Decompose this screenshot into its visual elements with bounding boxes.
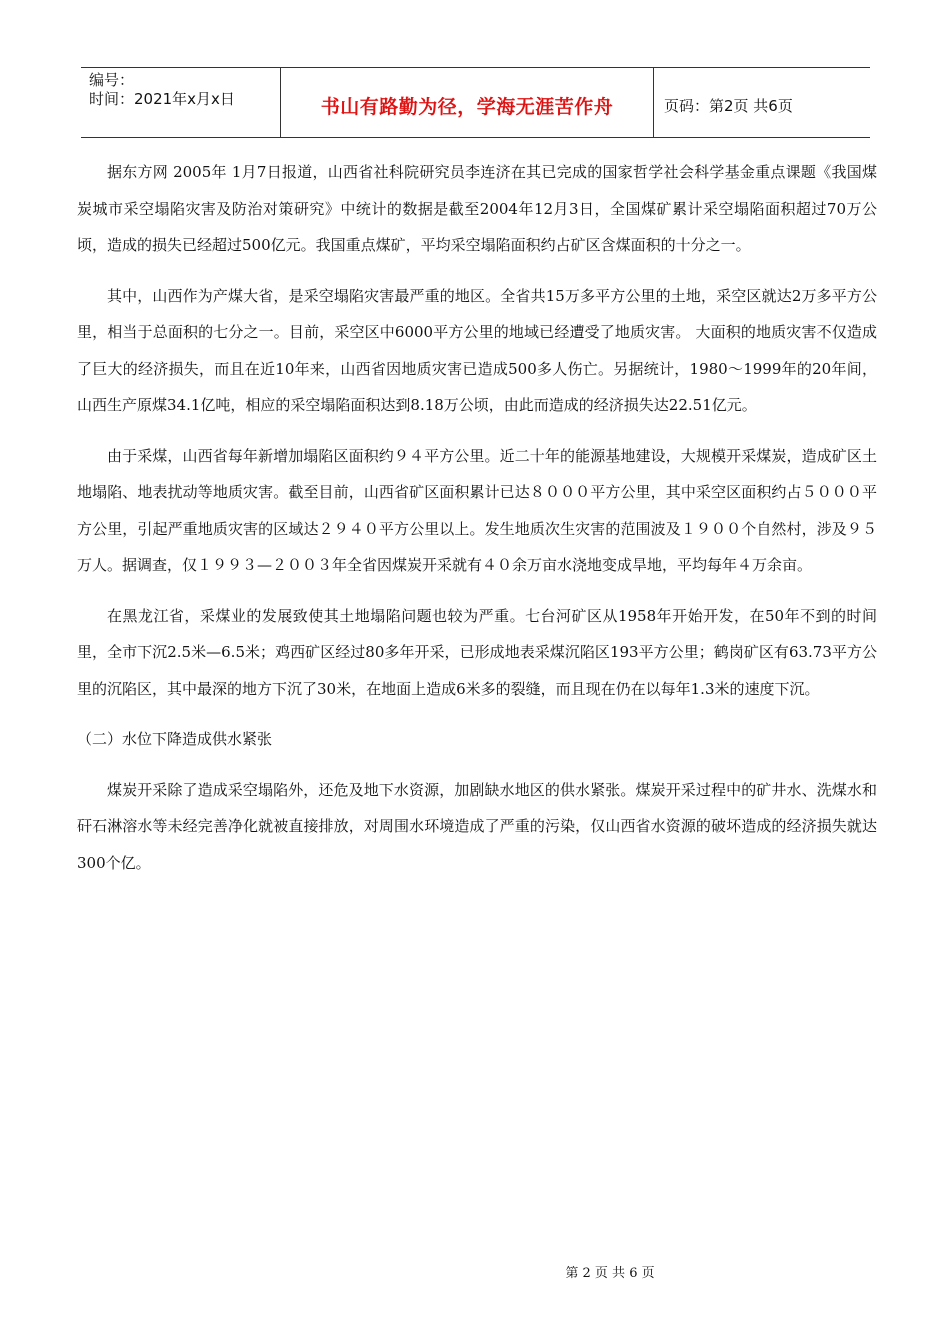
paragraph: 其中，山西作为产煤大省，是采空塌陷灾害最严重的地区。全省共15万多平方公里的土地，采空区就达2万多平方公里，相当于总面积的七分之一。目前，采空区中6000平方公里的地域已经遭受了地质灾害。 大面积的地质灾害不仅造成了巨大的经济损失，而且在近10年来，山西省因地质灾害已造成500多人伤亡。另据统计，1980～1999年的20年间，山西生产原煤34.1亿吨，相应的采空塌陷面积达到8.18万公顷，由此而造成的经济损失达22.51亿元。 xyxy=(77,286,877,414)
paragraph: 由于采煤，山西省每年新增加塌陷区面积约９４平方公里。近二十年的能源基地建设，大规模开采煤炭，造成矿区土地塌陷、地表扰动等地质灾害。截至目前，山西省矿区面积累计已达８０００平方公里，其中采空区面积约占５０００平方公里，引起严重地质灾害的区域达２９４０平方公里以上。发生地质次生灾害的范围波及１９００个自然村，涉及９５万人。据调查，仅１９９３—２００３年全省因煤炭开采就有４０余万亩水浇地变成旱地，平均每年４万余亩。 xyxy=(77,446,877,574)
header-page-number: 页码：第2页 共6页 xyxy=(664,97,793,115)
paragraph: 据东方网 2005年 1月7日报道，山西省社科院研究员李连济在其已完成的国家哲学社会科学基金重点课题《我国煤炭城市采空塌陷灾害及防治对策研究》中统计的数据是截至2004年12月3日，全国煤矿累计采空塌陷面积超过70万公顷，造成的损失已经超过500亿元。我国重点煤矿，平均采空塌陷面积约占矿区含煤面积的十分之一。 xyxy=(77,163,877,254)
time-label: 时间：2021年x月x日 xyxy=(89,90,235,108)
paragraph: 在黑龙江省，采煤业的发展致使其土地塌陷问题也较为严重。七台河矿区从1958年开始开发，在50年不到的时间里，全市下沉2.5米—6.5米；鸡西矿区经过80多年开采，已形成地表采煤沉陷区193平方公里；鹤岗矿区有63.73平方公里的沉陷区，其中最深的地方下沉了30米，在地面上造成6米多的裂缝，而且现在仍在以每年1.3米的速度下沉。 xyxy=(77,606,877,698)
paragraph: 煤炭开采除了造成采空塌陷外，还危及地下水资源，加剧缺水地区的供水紧张。煤炭开采过程中的矿井水、洗煤水和矸石淋溶水等未经完善净化就被直接排放，对周围水环境造成了严重的污染，仅山西省水资源的破坏造成的经济损失就达300个亿。 xyxy=(77,780,877,872)
header-meta xyxy=(81,68,281,137)
page-footer: 第 2 页 共 6 页 xyxy=(565,1266,655,1281)
document-body xyxy=(77,154,877,895)
header-motto: 书山有路勤为径，学海无涯苦作舟 xyxy=(281,68,654,137)
number-label: 编号： xyxy=(89,71,135,89)
page-header xyxy=(81,67,870,138)
section-heading: （二）水位下降造成供水紧张 xyxy=(77,730,273,748)
